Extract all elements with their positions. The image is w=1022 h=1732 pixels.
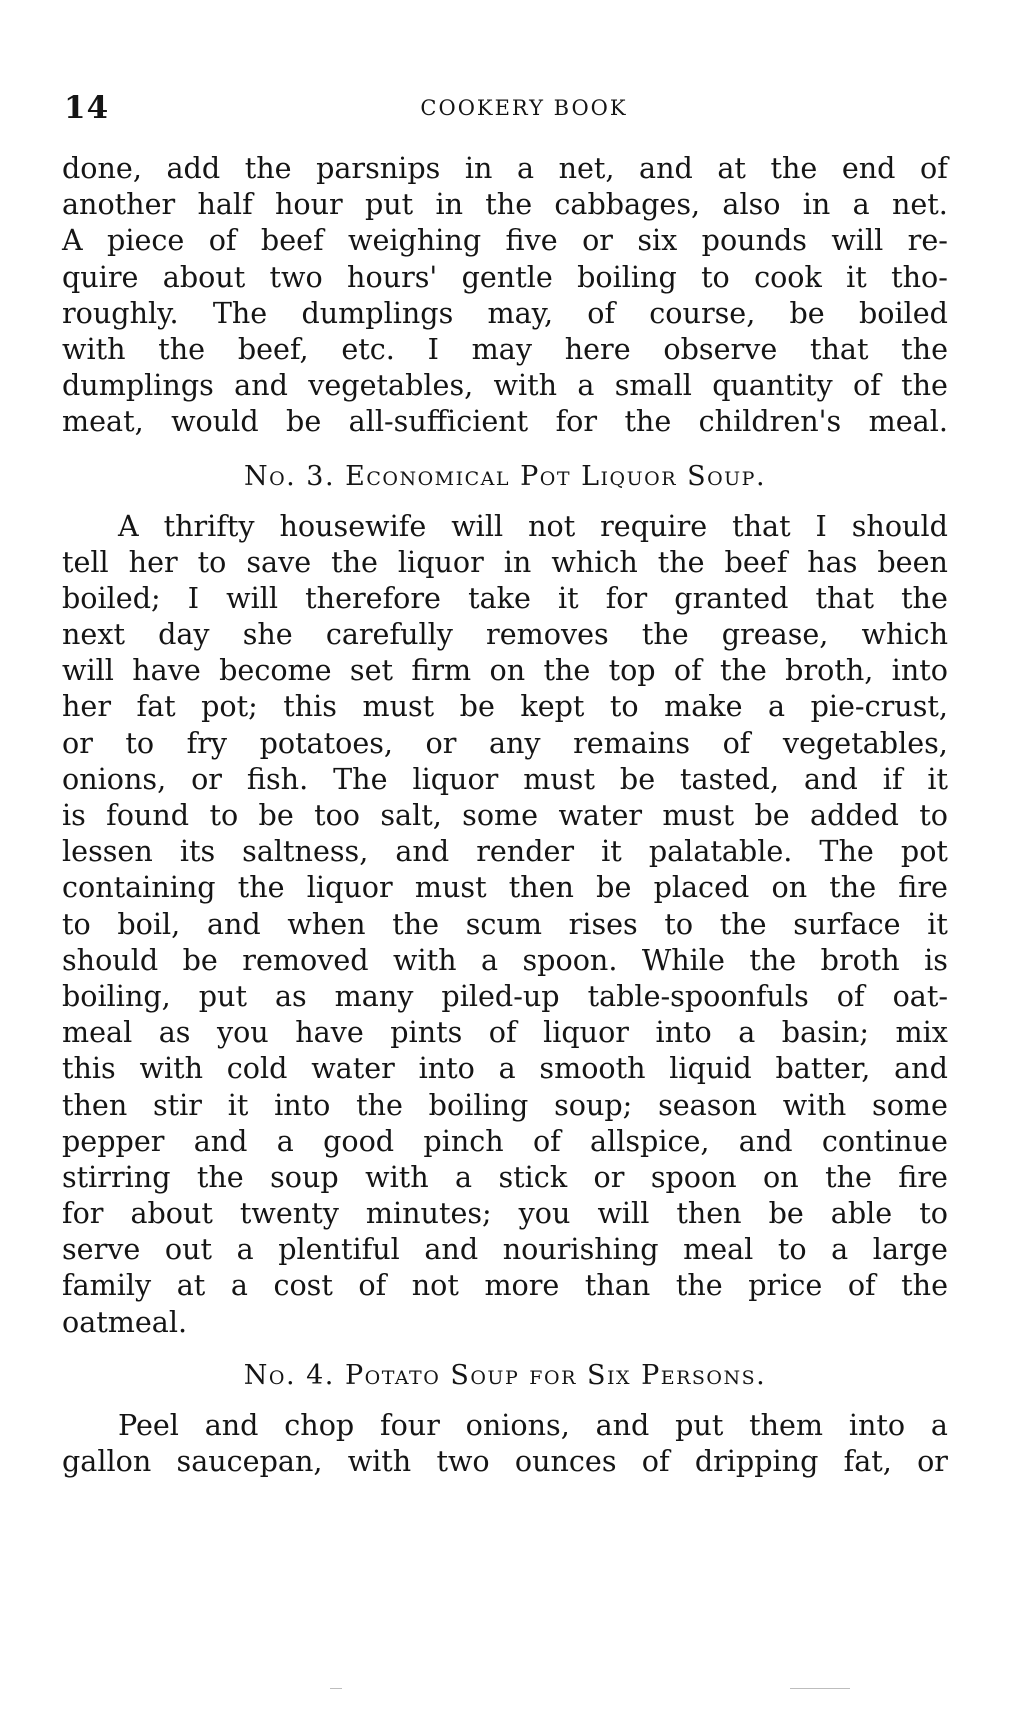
recipe-3-paragraph bbox=[62, 508, 948, 1340]
text-line: Peel and chop four onions, and put them into a bbox=[118, 1407, 948, 1442]
text-line: for about twenty minutes; you will then be able to bbox=[62, 1196, 948, 1231]
text-line: meat, would be all-sufficient for the children's meal. bbox=[62, 404, 948, 439]
text-line: is found to be too salt, some water must be added to bbox=[62, 798, 948, 832]
print-speck bbox=[790, 1688, 850, 1689]
text-line: boiling, put as many piled-up table-spoonfuls of oat- bbox=[62, 978, 948, 1013]
text-line: her fat pot; this must be kept to make a pie-crust, bbox=[62, 689, 948, 724]
text-line: dumplings and vegetables, with a small quantity of the bbox=[62, 368, 948, 403]
page-content bbox=[62, 150, 948, 1479]
running-title: COOKERY BOOK bbox=[420, 96, 628, 120]
recipe-4-paragraph bbox=[62, 1407, 948, 1479]
continuation-paragraph bbox=[62, 150, 948, 440]
page-number: 14 bbox=[64, 90, 110, 126]
page-header bbox=[64, 90, 944, 130]
text-line: done, add the parsnips in a net, and at the end of bbox=[62, 151, 948, 185]
text-line: next day she carefully removes the grease, which bbox=[62, 617, 948, 652]
recipe-4-heading: No. 4. Potato Soup for Six Persons. bbox=[243, 1359, 767, 1391]
text-line: pepper and a good pinch of allspice, and continue bbox=[62, 1123, 948, 1158]
text-line: with the beef, etc. I may here observe that the bbox=[62, 331, 948, 366]
text-line: A piece of beef weighing five or six pounds will re- bbox=[62, 223, 948, 258]
text-line: serve out a plentiful and nourishing meal to a large bbox=[62, 1232, 948, 1267]
text-line: meal as you have pints of liquor into a basin; mix bbox=[62, 1015, 948, 1050]
text-line: then stir it into the boiling soup; season with some bbox=[62, 1087, 948, 1122]
print-speck bbox=[330, 1688, 342, 1689]
text-line: gallon saucepan, with two ounces of dripping fat, or bbox=[62, 1444, 948, 1478]
text-line: boiled; I will therefore take it for granted that the bbox=[62, 580, 948, 615]
text-line: A thrifty housewife will not require that I should bbox=[118, 508, 948, 543]
text-line: containing the liquor must then be placed on the fire bbox=[62, 870, 948, 905]
text-line: lessen its saltness, and render it palatable. The pot bbox=[62, 834, 948, 869]
text-line: another half hour put in the cabbages, also in a net. bbox=[62, 187, 948, 222]
text-line: should be removed with a spoon. While the broth is bbox=[62, 942, 948, 977]
text-line: to boil, and when the scum rises to the surface it bbox=[62, 906, 948, 941]
text-line: oatmeal. bbox=[62, 1304, 188, 1339]
text-line: tell her to save the liquor in which the beef has been bbox=[62, 544, 948, 579]
text-line: stirring the soup with a stick or spoon on the fire bbox=[62, 1159, 948, 1194]
text-line: roughly. The dumplings may, of course, be boiled bbox=[62, 295, 948, 330]
text-line: or to fry potatoes, or any remains of vegetables, bbox=[62, 725, 948, 760]
text-line: quire about two hours' gentle boiling to cook it tho- bbox=[62, 259, 948, 294]
text-line: onions, or fish. The liquor must be tasted, and if it bbox=[62, 761, 948, 796]
text-line: this with cold water into a smooth liquid batter, and bbox=[62, 1051, 948, 1086]
recipe-3-heading: No. 3. Economical Pot Liquor Soup. bbox=[243, 460, 767, 492]
text-line: will have become set firm on the top of the broth, into bbox=[62, 653, 948, 688]
text-line: family at a cost of not more than the price of the bbox=[62, 1268, 948, 1303]
